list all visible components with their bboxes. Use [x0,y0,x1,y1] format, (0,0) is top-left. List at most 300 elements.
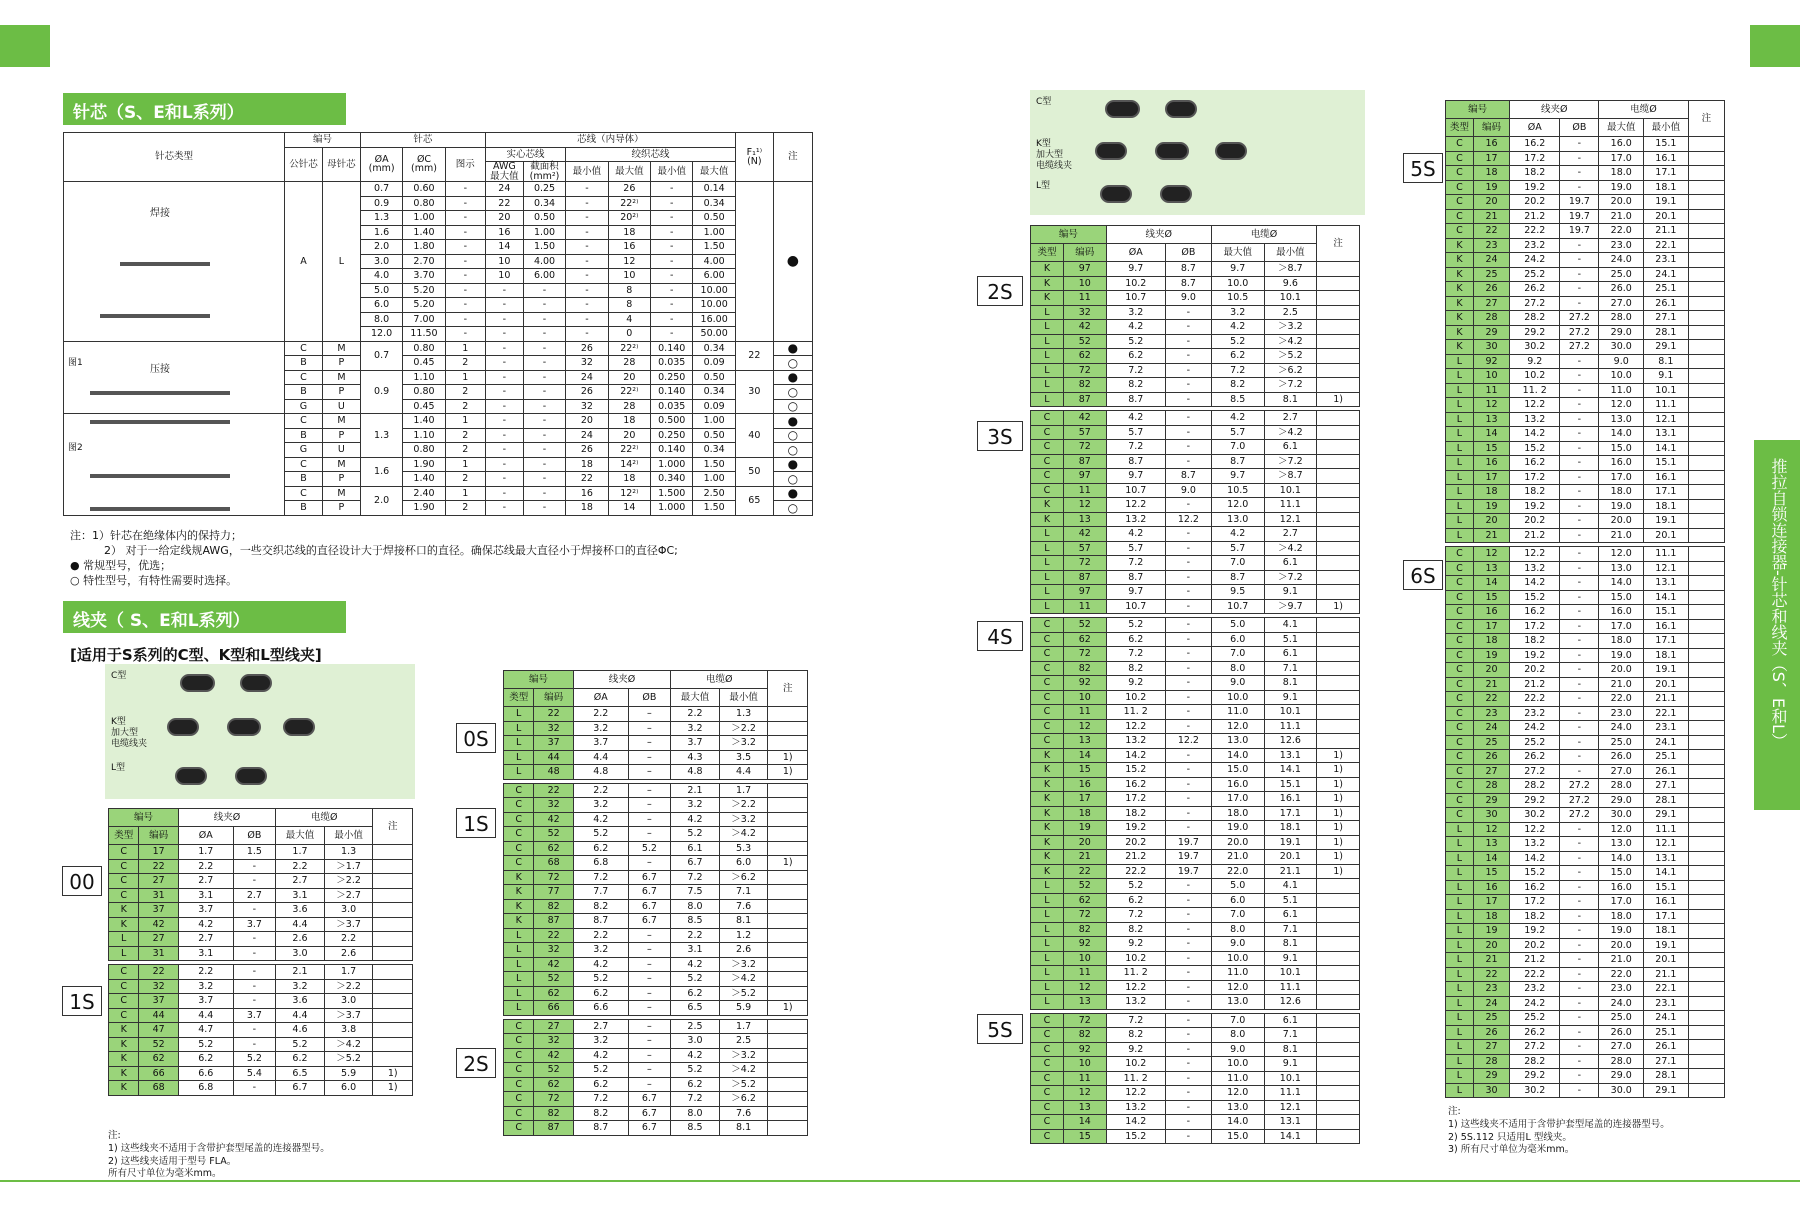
clamp-cell: L [504,957,534,972]
type-k-label2-r: 加大型 [1036,150,1064,160]
clamp-cell: L [1446,1040,1474,1055]
clamp-cell: 3.1 [671,943,720,958]
crimp-cell: 22²⁾ [608,341,650,356]
clamp-cell: 30 [1473,340,1509,355]
clamp-cell: 15.0 [1599,441,1644,456]
pin-drawing-crimp-3 [90,474,230,478]
crimp-cell: 24 [566,428,608,443]
clamp-cell [1317,690,1360,705]
connector-c-icon-r [1105,100,1140,118]
clamp-cell: 11.1 [1264,1086,1317,1101]
connector-c-icon [180,674,215,692]
clamp-cell: K [1031,763,1064,778]
clamp-cell: – [628,783,671,798]
clamp-cell: 19 [1473,924,1509,939]
clamp-cell: 2.5 [719,1034,768,1049]
clamp-cell: C [1446,151,1474,166]
clamp-row [1446,325,1725,340]
clamp-cell [1317,320,1360,335]
clamp-cell: 13.0 [1599,837,1644,852]
clamp-cell: 18 [1473,634,1509,649]
clamp-cell: 8.1 [1264,937,1317,952]
crimp-cell: - [485,501,523,516]
clamp-cell: 44 [139,1008,179,1023]
clamp-cell: 1) [1317,748,1360,763]
clamp-note-right-0: 注: [1448,1106,1461,1117]
clamp-cell [768,798,808,813]
clamp-cell: 15.2 [1106,763,1165,778]
clamp-cell: - [1165,618,1211,633]
clamp-cell: - [233,1037,276,1052]
clamp-row [504,1019,808,1034]
clamp-cell: 19.1 [1644,514,1689,529]
clamp-col-max: 最大值 [1211,244,1264,262]
clamp-row [1446,982,1725,997]
clamp-cell: K [1031,777,1064,792]
clamp-cell: 7.2 [1106,908,1165,923]
connector-k-end-icon [283,718,315,736]
clamp-cell: 21 [1063,850,1106,865]
clamp-cell: 11.0 [1211,966,1264,981]
clamp-cell: 16.0 [1599,605,1644,620]
clamp-cell: 6.6 [573,1001,628,1016]
solder-cell: - [651,283,693,298]
solder-cell: - [651,196,693,211]
crimp-cell: 16 [566,486,608,501]
crimp-cell: 1.90 [403,457,445,472]
clamp-note-left-0: 注: [108,1130,121,1141]
clamp-cell [373,979,413,994]
clamp-cell [768,972,808,987]
clamp-cell: – [628,986,671,1001]
crimp-pref: ● [773,457,812,472]
clamp-cell: 28.0 [1599,1054,1644,1069]
clamp-cell: 5.7 [1106,425,1165,440]
clamp-col-min: 最小值 [1644,119,1689,137]
clamp-cell: 2.7 [573,1019,628,1034]
clamp-cell [768,1121,808,1136]
clamp-cell [768,1048,808,1063]
clamp-cell [1317,440,1360,455]
solder-label: 焊接 [150,208,170,219]
clamp-cell: - [1165,1028,1211,1043]
solder-cell: - [485,327,523,342]
clamp-row [1446,383,1725,398]
clamp-cell: K [1031,276,1064,291]
clamp-cell: 25.1 [1644,750,1689,765]
clamp-cell: - [1560,692,1599,707]
solder-cell: - [566,283,608,298]
clamp-cell: - [1560,412,1599,427]
clamp-cell: 27.2 [1560,311,1599,326]
crimp-cell: 0.45 [403,399,445,414]
clamp-cell [768,928,808,943]
clamp-cell: 7.2 [1106,363,1165,378]
clamp-cell: 17 [1473,895,1509,910]
clamp-cell [1317,734,1360,749]
clamp-cell: 19.2 [1510,180,1560,195]
clamp-cell [1688,692,1724,707]
clamp-cell: L [1031,908,1064,923]
clamp-cell: 8.7 [573,1121,628,1136]
clamp-cell: 6.7 [628,914,671,929]
clamp-cell: 22 [1063,864,1106,879]
crimp-pref: ● [773,341,812,356]
clamp-note-right-1: 1) 这些线夹不适用于含带护套型尾盖的连接器型号。 [1448,1118,1670,1130]
crimp-cell: 1.90 [403,501,445,516]
clamp-cell: L [1446,354,1474,369]
clamp-row [1446,1011,1725,1026]
clamp-row [1031,980,1360,995]
clamp-cell [1688,528,1724,543]
clamp-cell: L [1031,951,1064,966]
clamp-cell: 18.0 [1211,806,1264,821]
clamp-cell: C [1446,677,1474,692]
clamp-cell: 12.1 [1264,512,1317,527]
clamp-cell: 16.1 [1644,619,1689,634]
solder-cell: 10.00 [693,283,735,298]
clamp-cell: - [233,932,276,947]
clamp-cell: 17.0 [1599,895,1644,910]
clamp-cell: 3.2 [1211,305,1264,320]
clamp-row [504,972,808,987]
clamp-cell: 9.1 [1264,690,1317,705]
clamp-cell: C [109,1008,139,1023]
crimp-male: G [285,399,323,414]
clamp-row [109,874,413,889]
solder-cell: 0.80 [403,196,445,211]
clamp-cell: 7.2 [1106,647,1165,662]
clamp-row [1446,880,1725,895]
clamp-row [1446,340,1725,355]
clamp-cell: 18.2 [1106,806,1165,821]
pin-note-4: ○ 特性型号，有特性需要时选择。 [70,573,238,587]
crimp-dia-a: 2.0 [360,486,402,515]
clamp-cell: 72 [534,1092,574,1107]
pin-notes [70,529,830,588]
clamp-cell [1317,893,1360,908]
clamp-cell: L [1446,398,1474,413]
clamp-cell: 23.2 [1510,982,1560,997]
clamp-cell: 12.2 [1106,1086,1165,1101]
clamp-cell: 11.1 [1264,719,1317,734]
clamp-col-type: 类型 [109,827,139,845]
clamp-cell: C [1446,195,1474,210]
crimp-cell: 1 [445,370,485,385]
clamp-cell: 6.5 [671,1001,720,1016]
clamp-cell: 29.1 [1644,1083,1689,1098]
crimp-cell: - [523,443,565,458]
clamp-cell [768,841,808,856]
clamp-row [1446,253,1725,268]
clamp-table-0 [108,808,413,1096]
clamp-cell: ＞6.2 [1264,363,1317,378]
solder-row [64,182,813,197]
clamp-row [109,932,413,947]
crimp-pref: ○ [773,385,812,400]
solder-cell: 12 [608,254,650,269]
crimp-cell: - [523,486,565,501]
clamp-cell: C [504,812,534,827]
clamp-cell: 3.7 [233,917,276,932]
clamp-cell: K [1031,792,1064,807]
clamp-group-g2s_b [1031,262,1360,407]
clamp-cell: 12.2 [1106,980,1165,995]
clamp-col-num: 编码 [139,827,179,845]
clamp-cell: 62 [534,841,574,856]
clamp-cell: 4.2 [1211,527,1264,542]
clamp-cell: L [1446,938,1474,953]
clamp-cell [1317,922,1360,937]
clamp-cell: 15 [1063,1129,1106,1144]
solder-cell: 10 [485,254,523,269]
solder-cell: - [651,211,693,226]
clamp-cell: L [1031,320,1064,335]
clamp-cell: 13.0 [1599,561,1644,576]
clamp-cell: 48 [534,765,574,780]
clamp-cell: - [233,859,276,874]
clamp-cell: - [233,1081,276,1096]
clamp-cell [768,1092,808,1107]
clamp-cell: – [628,721,671,736]
clamp-cell: 30 [1473,808,1509,823]
crimp-cell: 1 [445,414,485,429]
clamp-cell: 8.7 [1211,454,1264,469]
crimp-dia-a: 1.3 [360,414,402,458]
clamp-cell: 2.7 [276,874,325,889]
clamp-cell: L [504,972,534,987]
clamp-cell: ＞5.2 [719,1077,768,1092]
solder-cell: - [523,283,565,298]
clamp-cell: 42 [534,957,574,972]
clamp-cell: 15.2 [1510,590,1560,605]
crimp-cell: 12²⁾ [608,486,650,501]
clamp-cell: 17.2 [1106,792,1165,807]
clamp-cell: 8.7 [1165,262,1211,277]
clamp-row [1446,996,1725,1011]
clamp-cell: 11. 2 [1106,705,1165,720]
clamp-cell: 16 [1473,137,1509,152]
clamp-cell: C [1446,735,1474,750]
clamp-cell: K [1031,291,1064,306]
clamp-cell: 14 [1063,1115,1106,1130]
clamp-row [1031,599,1360,614]
clamp-cell: 3.2 [178,979,233,994]
clamp-row [1446,354,1725,369]
crimp-cell: 0.34 [693,443,735,458]
clamp-cell: 19.7 [1165,835,1211,850]
clamp-cell: 17.1 [1644,485,1689,500]
clamp-cell: C [504,1034,534,1049]
clamp-cell: 15.1 [1644,605,1689,620]
clamp-cell: C [1446,619,1474,634]
clamp-cell [1317,1013,1360,1028]
clamp-cell: 11. 2 [1510,383,1560,398]
clamp-cell: C [109,845,139,860]
group-label-g1s_a: 1S [62,986,102,1016]
clamp-cell [1317,305,1360,320]
clamp-cell: - [1165,1086,1211,1101]
clamp-cell: 2.7 [233,888,276,903]
clamp-cell: 3.0 [671,1034,720,1049]
clamp-cell: 17 [139,845,179,860]
clamp-cell [1688,938,1724,953]
clamp-cell: 20.1 [1644,953,1689,968]
clamp-row [1446,238,1725,253]
clamp-cell: 5.2 [233,1052,276,1067]
clamp-cell: 24.0 [1599,996,1644,1011]
clamp-cell: 14.2 [1510,576,1560,591]
clamp-cell: 30.0 [1599,1083,1644,1098]
crimp-cell: 18 [608,414,650,429]
clamp-cell [768,1106,808,1121]
solder-cell: - [445,312,485,327]
clamp-cell: L [1446,982,1474,997]
solder-cell: - [485,298,523,313]
clamp-cell: - [1165,893,1211,908]
clamp-cell: 87 [534,1121,574,1136]
clamp-cell [1317,276,1360,291]
solder-cell: 14 [485,240,523,255]
clamp-row [1031,763,1360,778]
clamp-cell: - [1560,427,1599,442]
clamp-cell: 4.7 [178,1023,233,1038]
clamp-cell: - [1165,966,1211,981]
clamp-row [504,957,808,972]
clamp-cell: 3.7 [233,1008,276,1023]
clamp-cell: 27 [1473,296,1509,311]
clamp-cell: 9.1 [1264,1057,1317,1072]
clamp-cell: 1) [1317,835,1360,850]
clamp-cell [373,932,413,947]
clamp-row [1446,427,1725,442]
clamp-cell: 4.2 [1106,320,1165,335]
clamp-cell: 28.1 [1644,793,1689,808]
clamp-cell: 2.6 [324,946,373,961]
crimp-cell: 1.40 [403,472,445,487]
clamp-row [1446,706,1725,721]
solder-cell: 0.25 [523,182,565,197]
clamp-cell: 18 [1473,909,1509,924]
clamp-cell [1688,514,1724,529]
clamp-cell: 22.1 [1644,706,1689,721]
crimp-cell: - [523,457,565,472]
clamp-cell: 19.2 [1106,821,1165,836]
clamp-row [1031,661,1360,676]
clamp-cell [1317,676,1360,691]
clamp-cell: L [1446,514,1474,529]
clamp-cell: 30.2 [1510,808,1560,823]
clamp-cell: 13 [1063,512,1106,527]
crimp-cell: - [485,414,523,429]
clamp-cell: 1) [768,1001,808,1016]
clamp-cell: C [1446,209,1474,224]
clamp-cell: K [1031,835,1064,850]
clamp-cell: 26.2 [1510,1025,1560,1040]
crimp-cell: 0.340 [651,472,693,487]
clamp-cell: ＞5.2 [719,986,768,1001]
clamp-cell: 22 [534,928,574,943]
clamp-row [1446,311,1725,326]
clamp-cell: 14.2 [1510,851,1560,866]
crimp-force: 30 [735,370,773,414]
clamp-cell: 7.0 [1211,556,1264,571]
clamp-cell: 18.2 [1510,909,1560,924]
clamp-cell: 19.7 [1165,864,1211,879]
clamp-row [109,859,413,874]
clamp-cell: 37 [534,736,574,751]
clamp-row [1446,398,1725,413]
clamp-cell: ＞1.7 [324,859,373,874]
clamp-cell: 13.2 [1510,837,1560,852]
clamp-row [1031,734,1360,749]
clamp-cell: 19 [1473,180,1509,195]
clamp-cell: 52 [1063,879,1106,894]
clamp-cell: 19.7 [1165,850,1211,865]
clamp-cell [1317,363,1360,378]
solder-cell: 0.9 [360,196,402,211]
crimp-cell: 2 [445,472,485,487]
clamp-row [109,1066,413,1081]
clamp-cell [1688,996,1724,1011]
clamp-cell: C [1446,224,1474,239]
crimp-cell: 0.50 [693,428,735,443]
clamp-row [1446,1040,1725,1055]
solder-cell: - [445,240,485,255]
clamp-cell: - [1560,663,1599,678]
crimp-force: 40 [735,414,773,458]
clamp-cell: 2.7 [178,932,233,947]
clamp-cell: L [1446,1069,1474,1084]
clamp-cell: 6.1 [671,841,720,856]
clamp-cell: 14.1 [1644,441,1689,456]
clamp-row [109,979,413,994]
solder-cell: 1.50 [693,240,735,255]
clamp-cell: 15.2 [1106,1129,1165,1144]
crimp-cell: 18 [566,501,608,516]
crimp-figure-cell [64,341,285,414]
crimp-cell: 1 [445,457,485,472]
clamp-cell: 27 [1473,1040,1509,1055]
clamp-cell: 4.6 [276,1023,325,1038]
clamp-cell: 4.2 [1106,411,1165,426]
clamp-cell: 2.6 [276,932,325,947]
clamp-row [504,986,808,1001]
clamp-cell: - [1560,238,1599,253]
corner-mark-left [0,25,50,67]
crimp-cell: 24 [566,370,608,385]
clamp-cell: - [1165,748,1211,763]
clamp-cell: 8.1 [1264,1042,1317,1057]
clamp-cell: - [1560,514,1599,529]
clamp-cell: 6.5 [276,1066,325,1081]
clamp-cell: 7.0 [1211,440,1264,455]
clamp-col-B: ØB [628,689,671,707]
clamp-cell: 92 [1063,1042,1106,1057]
clamp-col-A: ØA [1510,119,1560,137]
clamp-cell: 24.0 [1599,253,1644,268]
solder-cell: - [523,312,565,327]
clamp-cell: L [504,750,534,765]
clamp-row [1446,1069,1725,1084]
clamp-cell: 15.0 [1599,590,1644,605]
clamp-head-row [1446,101,1725,119]
clamp-cell: - [233,874,276,889]
clamp-cell: 24.1 [1644,267,1689,282]
clamp-cell: 57 [1063,425,1106,440]
clamp-cell: 6.7 [628,899,671,914]
clamp-cell: 5.2 [1106,334,1165,349]
